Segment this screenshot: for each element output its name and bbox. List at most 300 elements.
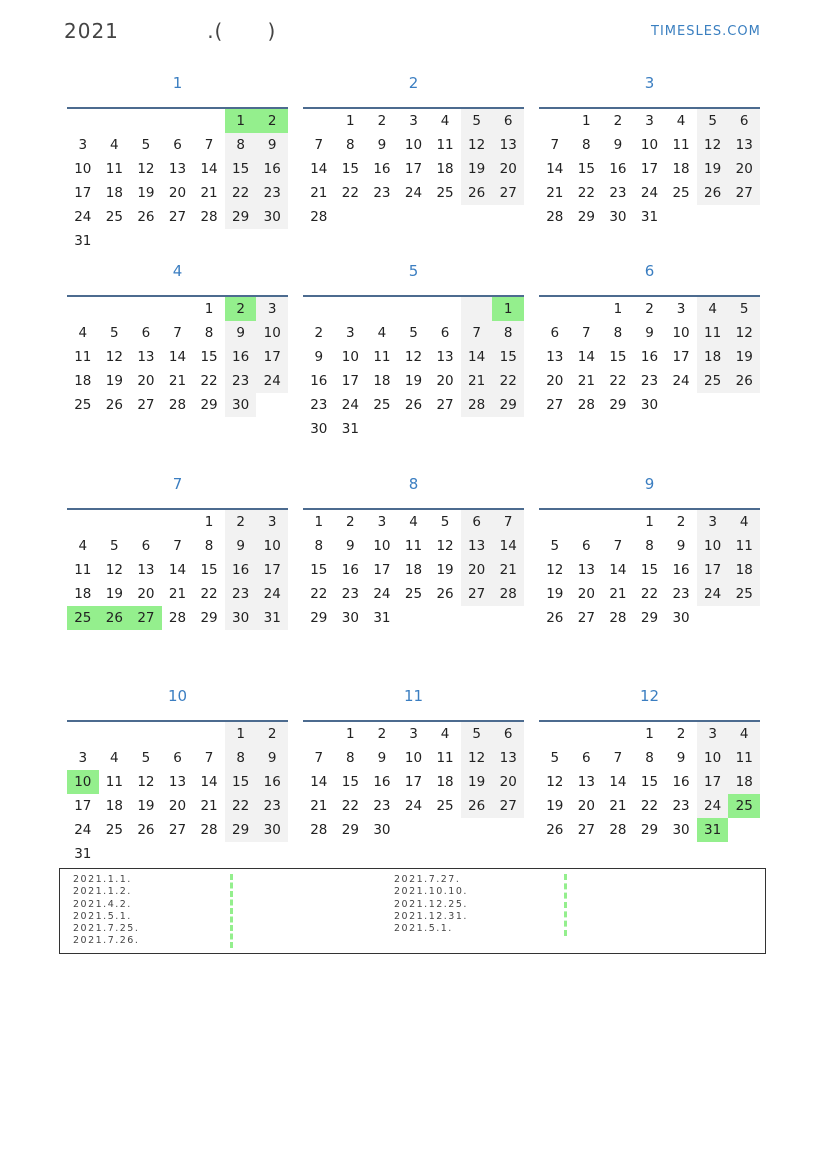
day-cell: 22 — [492, 369, 524, 393]
day-cell: 26 — [137, 822, 155, 838]
day-cell: 20 — [492, 157, 524, 181]
day-cell: 12 — [105, 562, 123, 578]
legend-date: 2021.12.25. — [394, 898, 468, 910]
site-name: TIMESLES.COM — [651, 24, 761, 39]
day-cell: 30 — [609, 209, 627, 225]
day-cell: 8 — [225, 746, 257, 770]
legend-date: 2021.1.1. — [73, 874, 132, 885]
day-cell: 13 — [577, 774, 595, 790]
day-cell: 15 — [225, 770, 257, 794]
day-blank — [366, 297, 398, 321]
day-cell: 27 — [168, 822, 187, 838]
day-blank — [130, 722, 162, 746]
day-cell: 16 — [225, 558, 257, 582]
day-cell: 10 — [341, 349, 359, 365]
day-cell: 17 — [697, 558, 729, 582]
day-cell: 16 — [672, 562, 690, 578]
day-cell: 8 — [346, 750, 355, 766]
day-cell: 29 — [577, 209, 595, 225]
day-cell: 12 — [137, 161, 155, 177]
day-cell: 18 — [105, 798, 123, 814]
day-cell: 18 — [404, 562, 423, 578]
day-cell: 7 — [582, 325, 591, 341]
day-cell: 18 — [436, 774, 454, 790]
day-cell: 26 — [404, 397, 423, 413]
day-cell: 22 — [225, 794, 257, 818]
day-cell: 27 — [436, 397, 454, 413]
day-cell: 30 — [310, 421, 328, 437]
day-cell: 28 — [200, 822, 218, 838]
day-cell: 17 — [256, 558, 288, 582]
day-cell: 26 — [461, 794, 493, 818]
day-cell: 24 — [74, 209, 92, 225]
day-cell: 13 — [728, 133, 760, 157]
day-cell: 8 — [225, 133, 257, 157]
day-cell: 9 — [225, 321, 257, 345]
day-cell: 23 — [310, 397, 328, 413]
day-cell: 12 — [546, 774, 564, 790]
day-cell: 31 — [341, 421, 359, 437]
day-cell: 21 — [310, 798, 328, 814]
day-cell: 18 — [728, 770, 760, 794]
day-cell: 11 — [74, 349, 92, 365]
day-blank — [303, 109, 335, 133]
day-cell: 20 — [461, 558, 493, 582]
day-cell: 8 — [204, 538, 214, 554]
day-cell: 19 — [728, 345, 760, 369]
day-cell: 7 — [173, 325, 182, 341]
day-cell: 23 — [225, 582, 257, 606]
month-12 — [539, 686, 760, 842]
day-cell: 24 — [373, 586, 391, 602]
day-cell: 5 — [141, 750, 151, 766]
month-grid — [539, 295, 760, 417]
day-cell: 4 — [676, 113, 686, 129]
legend-marker-left — [230, 874, 233, 948]
day-cell: 21 — [168, 373, 187, 389]
day-cell: 16 — [341, 562, 359, 578]
day-cell: 11 — [728, 534, 760, 558]
day-cell: 7 — [173, 538, 182, 554]
day-cell: 22 — [640, 586, 659, 602]
day-cell: 17 — [341, 373, 359, 389]
day-cell: 6 — [728, 109, 760, 133]
day-cell: 10 — [256, 534, 288, 558]
day-cell: 5 — [461, 722, 493, 746]
day-cell: 6 — [550, 325, 560, 341]
day-cell: 9 — [645, 325, 654, 341]
day-cell: 26 — [697, 181, 729, 205]
day-cell: 13 — [461, 534, 493, 558]
day-cell: 1 — [204, 514, 214, 530]
day-cell: 23 — [672, 586, 690, 602]
holiday-cell: 25 — [728, 794, 760, 818]
day-blank — [398, 297, 430, 321]
day-cell: 15 — [200, 349, 218, 365]
day-cell: 11 — [373, 349, 391, 365]
day-cell: 26 — [546, 822, 564, 838]
day-cell: 3 — [256, 297, 288, 321]
day-cell: 19 — [137, 798, 155, 814]
day-cell: 7 — [492, 510, 524, 534]
day-cell: 2 — [377, 113, 387, 129]
day-cell: 23 — [256, 794, 288, 818]
day-cell: 3 — [78, 137, 88, 153]
legend-column-left — [73, 874, 139, 948]
day-cell: 27 — [492, 794, 524, 818]
legend-date: 2021.7.26. — [73, 935, 140, 947]
day-cell: 31 — [640, 209, 659, 225]
day-cell: 1 — [346, 726, 355, 742]
day-cell: 29 — [640, 822, 659, 838]
day-cell: 7 — [613, 750, 623, 766]
day-cell: 13 — [492, 746, 524, 770]
day-cell: 20 — [137, 373, 155, 389]
day-cell: 30 — [225, 393, 257, 417]
day-cell: 7 — [461, 321, 493, 345]
day-cell: 1 — [225, 722, 257, 746]
day-blank — [571, 722, 603, 746]
day-blank — [162, 510, 194, 534]
day-cell: 4 — [78, 325, 88, 341]
day-cell: 28 — [546, 209, 564, 225]
day-cell: 20 — [577, 798, 595, 814]
month-title: 9 — [644, 475, 655, 493]
day-cell: 25 — [436, 798, 454, 814]
day-cell: 16 — [225, 345, 257, 369]
month-grid — [67, 508, 288, 630]
day-cell: 28 — [577, 397, 595, 413]
day-blank — [429, 297, 461, 321]
day-cell: 4 — [728, 510, 760, 534]
day-cell: 20 — [728, 157, 760, 181]
month-grid — [303, 720, 524, 842]
day-cell: 5 — [697, 109, 729, 133]
day-blank — [571, 510, 603, 534]
month-title: 7 — [172, 475, 183, 493]
day-cell: 10 — [373, 538, 391, 554]
month-title: 6 — [644, 262, 655, 280]
day-cell: 13 — [168, 161, 187, 177]
month-title: 5 — [408, 262, 419, 280]
day-cell: 28 — [200, 209, 218, 225]
day-cell: 13 — [577, 562, 595, 578]
day-cell: 29 — [225, 818, 257, 842]
day-cell: 30 — [256, 818, 288, 842]
day-cell: 22 — [200, 373, 218, 389]
day-cell: 4 — [110, 137, 119, 153]
day-cell: 25 — [105, 209, 123, 225]
month-title: 3 — [644, 74, 655, 92]
month-grid — [67, 107, 288, 253]
day-cell: 18 — [74, 373, 92, 389]
day-cell: 7 — [314, 137, 324, 153]
day-cell: 2 — [676, 726, 686, 742]
day-cell: 24 — [256, 369, 288, 393]
day-cell: 27 — [546, 397, 564, 413]
day-cell: 12 — [697, 133, 729, 157]
month-grid — [303, 508, 524, 630]
holiday-cell: 27 — [130, 606, 162, 630]
day-blank — [571, 297, 603, 321]
day-cell: 28 — [461, 393, 493, 417]
day-cell: 29 — [200, 397, 218, 413]
day-cell: 15 — [341, 774, 359, 790]
day-cell: 31 — [74, 233, 92, 249]
day-cell: 20 — [492, 770, 524, 794]
day-cell: 26 — [436, 586, 454, 602]
day-cell: 20 — [168, 185, 187, 201]
day-cell: 25 — [404, 586, 423, 602]
day-cell: 20 — [577, 586, 595, 602]
day-blank — [67, 510, 99, 534]
day-cell: 10 — [404, 137, 423, 153]
page-title: 2021 .( ) — [64, 19, 277, 43]
day-blank — [303, 722, 335, 746]
day-cell: 4 — [110, 750, 119, 766]
day-cell: 9 — [256, 133, 288, 157]
day-cell: 17 — [404, 774, 423, 790]
day-cell: 10 — [404, 750, 423, 766]
day-cell: 1 — [346, 113, 355, 129]
day-cell: 5 — [728, 297, 760, 321]
day-cell: 2 — [613, 113, 623, 129]
day-cell: 5 — [550, 538, 560, 554]
day-cell: 13 — [168, 774, 187, 790]
day-cell: 25 — [728, 582, 760, 606]
day-cell: 14 — [577, 349, 595, 365]
day-cell: 22 — [609, 373, 627, 389]
legend-marker-right — [564, 874, 567, 936]
day-cell: 2 — [676, 514, 686, 530]
day-cell: 16 — [672, 774, 690, 790]
day-cell: 1 — [645, 514, 654, 530]
day-cell: 6 — [440, 325, 450, 341]
day-cell: 16 — [373, 774, 391, 790]
day-cell: 24 — [672, 373, 690, 389]
month-grid — [303, 295, 524, 441]
day-blank — [539, 109, 571, 133]
day-cell: 12 — [105, 349, 123, 365]
day-cell: 21 — [200, 798, 218, 814]
day-cell: 16 — [256, 157, 288, 181]
day-cell: 29 — [609, 397, 627, 413]
month-grid — [67, 720, 288, 866]
day-cell: 24 — [404, 185, 423, 201]
day-cell: 25 — [436, 185, 454, 201]
day-cell: 7 — [314, 750, 324, 766]
day-cell: 19 — [404, 373, 423, 389]
day-cell: 27 — [492, 181, 524, 205]
day-cell: 13 — [546, 349, 564, 365]
day-cell: 9 — [346, 538, 355, 554]
month-title: 11 — [403, 687, 424, 705]
day-cell: 19 — [461, 157, 493, 181]
day-cell: 25 — [672, 185, 690, 201]
day-cell: 24 — [404, 798, 423, 814]
day-cell: 25 — [373, 397, 391, 413]
day-cell: 10 — [672, 325, 690, 341]
month-1 — [67, 73, 288, 253]
day-cell: 4 — [78, 538, 88, 554]
day-cell: 4 — [440, 113, 450, 129]
day-cell: 23 — [373, 798, 391, 814]
day-cell: 27 — [577, 822, 595, 838]
day-cell: 17 — [697, 770, 729, 794]
month-9 — [539, 474, 760, 630]
day-cell: 18 — [373, 373, 391, 389]
holiday-cell: 2 — [256, 109, 288, 133]
day-cell: 4 — [697, 297, 729, 321]
day-cell: 5 — [141, 137, 151, 153]
day-cell: 6 — [582, 538, 591, 554]
day-cell: 28 — [310, 822, 328, 838]
day-cell: 28 — [168, 397, 187, 413]
day-cell: 3 — [697, 722, 729, 746]
day-cell: 15 — [200, 562, 218, 578]
day-cell: 8 — [613, 325, 623, 341]
day-cell: 29 — [640, 610, 659, 626]
day-cell: 8 — [582, 137, 591, 153]
day-cell: 22 — [225, 181, 257, 205]
day-cell: 18 — [728, 558, 760, 582]
day-cell: 11 — [436, 750, 454, 766]
day-cell: 17 — [404, 161, 423, 177]
day-cell: 27 — [168, 209, 187, 225]
legend-date: 2021.12.31. — [394, 910, 468, 922]
month-grid — [539, 107, 760, 229]
day-cell: 22 — [341, 185, 359, 201]
day-cell: 21 — [546, 185, 564, 201]
day-blank — [130, 297, 162, 321]
day-cell: 22 — [640, 798, 659, 814]
day-cell: 11 — [74, 562, 92, 578]
day-cell: 9 — [377, 750, 387, 766]
day-cell: 12 — [546, 562, 564, 578]
legend-column-right — [394, 874, 468, 935]
day-cell: 29 — [200, 610, 218, 626]
day-cell: 19 — [105, 586, 123, 602]
day-cell: 22 — [200, 586, 218, 602]
day-blank — [539, 297, 571, 321]
day-cell: 13 — [137, 562, 155, 578]
day-cell: 9 — [613, 137, 623, 153]
day-cell: 23 — [256, 181, 288, 205]
day-cell: 17 — [640, 161, 659, 177]
day-cell: 27 — [577, 610, 595, 626]
day-cell: 30 — [640, 397, 659, 413]
day-cell: 20 — [168, 798, 187, 814]
day-cell: 23 — [225, 369, 257, 393]
day-cell: 9 — [377, 137, 387, 153]
day-cell: 6 — [461, 510, 493, 534]
day-cell: 21 — [168, 586, 187, 602]
day-cell: 3 — [256, 510, 288, 534]
day-cell: 18 — [105, 185, 123, 201]
day-cell: 14 — [546, 161, 564, 177]
day-cell: 4 — [377, 325, 387, 341]
day-cell: 19 — [436, 562, 454, 578]
day-cell: 13 — [492, 133, 524, 157]
day-cell: 29 — [492, 393, 524, 417]
day-cell: 17 — [74, 798, 92, 814]
day-cell: 16 — [609, 161, 627, 177]
day-cell: 20 — [546, 373, 564, 389]
day-cell: 11 — [105, 774, 123, 790]
month-grid — [303, 107, 524, 229]
day-blank — [162, 722, 194, 746]
day-cell: 5 — [550, 750, 560, 766]
day-cell: 3 — [346, 325, 355, 341]
day-cell: 23 — [341, 586, 359, 602]
day-cell: 5 — [461, 109, 493, 133]
day-cell: 28 — [609, 610, 627, 626]
legend-date: 2021.7.27. — [394, 874, 461, 885]
day-cell: 28 — [492, 582, 524, 606]
day-cell: 10 — [697, 534, 729, 558]
day-cell: 17 — [74, 185, 92, 201]
day-cell: 11 — [728, 746, 760, 770]
day-cell: 25 — [74, 397, 92, 413]
day-cell: 22 — [577, 185, 595, 201]
month-10 — [67, 686, 288, 866]
day-cell: 2 — [225, 510, 257, 534]
day-cell: 23 — [640, 373, 659, 389]
day-cell: 15 — [225, 157, 257, 181]
day-blank — [67, 297, 99, 321]
day-cell: 8 — [346, 137, 355, 153]
day-cell: 30 — [341, 610, 359, 626]
day-blank — [335, 297, 367, 321]
day-cell: 6 — [141, 325, 151, 341]
month-grid — [539, 508, 760, 630]
month-title: 12 — [639, 687, 660, 705]
day-cell: 22 — [310, 586, 328, 602]
day-cell: 16 — [640, 349, 659, 365]
month-grid — [539, 720, 760, 842]
day-cell: 21 — [310, 185, 328, 201]
day-cell: 11 — [436, 137, 454, 153]
day-cell: 26 — [461, 181, 493, 205]
day-cell: 1 — [582, 113, 591, 129]
day-cell: 15 — [341, 161, 359, 177]
day-cell: 1 — [645, 726, 654, 742]
day-cell: 8 — [492, 321, 524, 345]
day-cell: 20 — [436, 373, 454, 389]
day-cell: 5 — [110, 538, 119, 554]
day-cell: 27 — [728, 181, 760, 205]
month-5 — [303, 261, 524, 441]
month-7 — [67, 474, 288, 630]
day-cell: 30 — [225, 606, 257, 630]
day-cell: 19 — [105, 373, 123, 389]
holiday-cell: 26 — [99, 606, 131, 630]
legend-date: 2021.4.2. — [73, 898, 132, 910]
day-cell: 7 — [204, 137, 214, 153]
day-cell: 7 — [550, 137, 560, 153]
day-blank — [99, 109, 131, 133]
day-cell: 28 — [609, 822, 627, 838]
day-cell: 11 — [404, 538, 423, 554]
day-cell: 6 — [492, 109, 524, 133]
day-cell: 29 — [341, 822, 359, 838]
day-cell: 15 — [609, 349, 627, 365]
day-cell: 27 — [137, 397, 155, 413]
day-cell: 21 — [461, 369, 493, 393]
day-cell: 19 — [546, 586, 564, 602]
month-title: 4 — [172, 262, 183, 280]
day-blank — [99, 722, 131, 746]
